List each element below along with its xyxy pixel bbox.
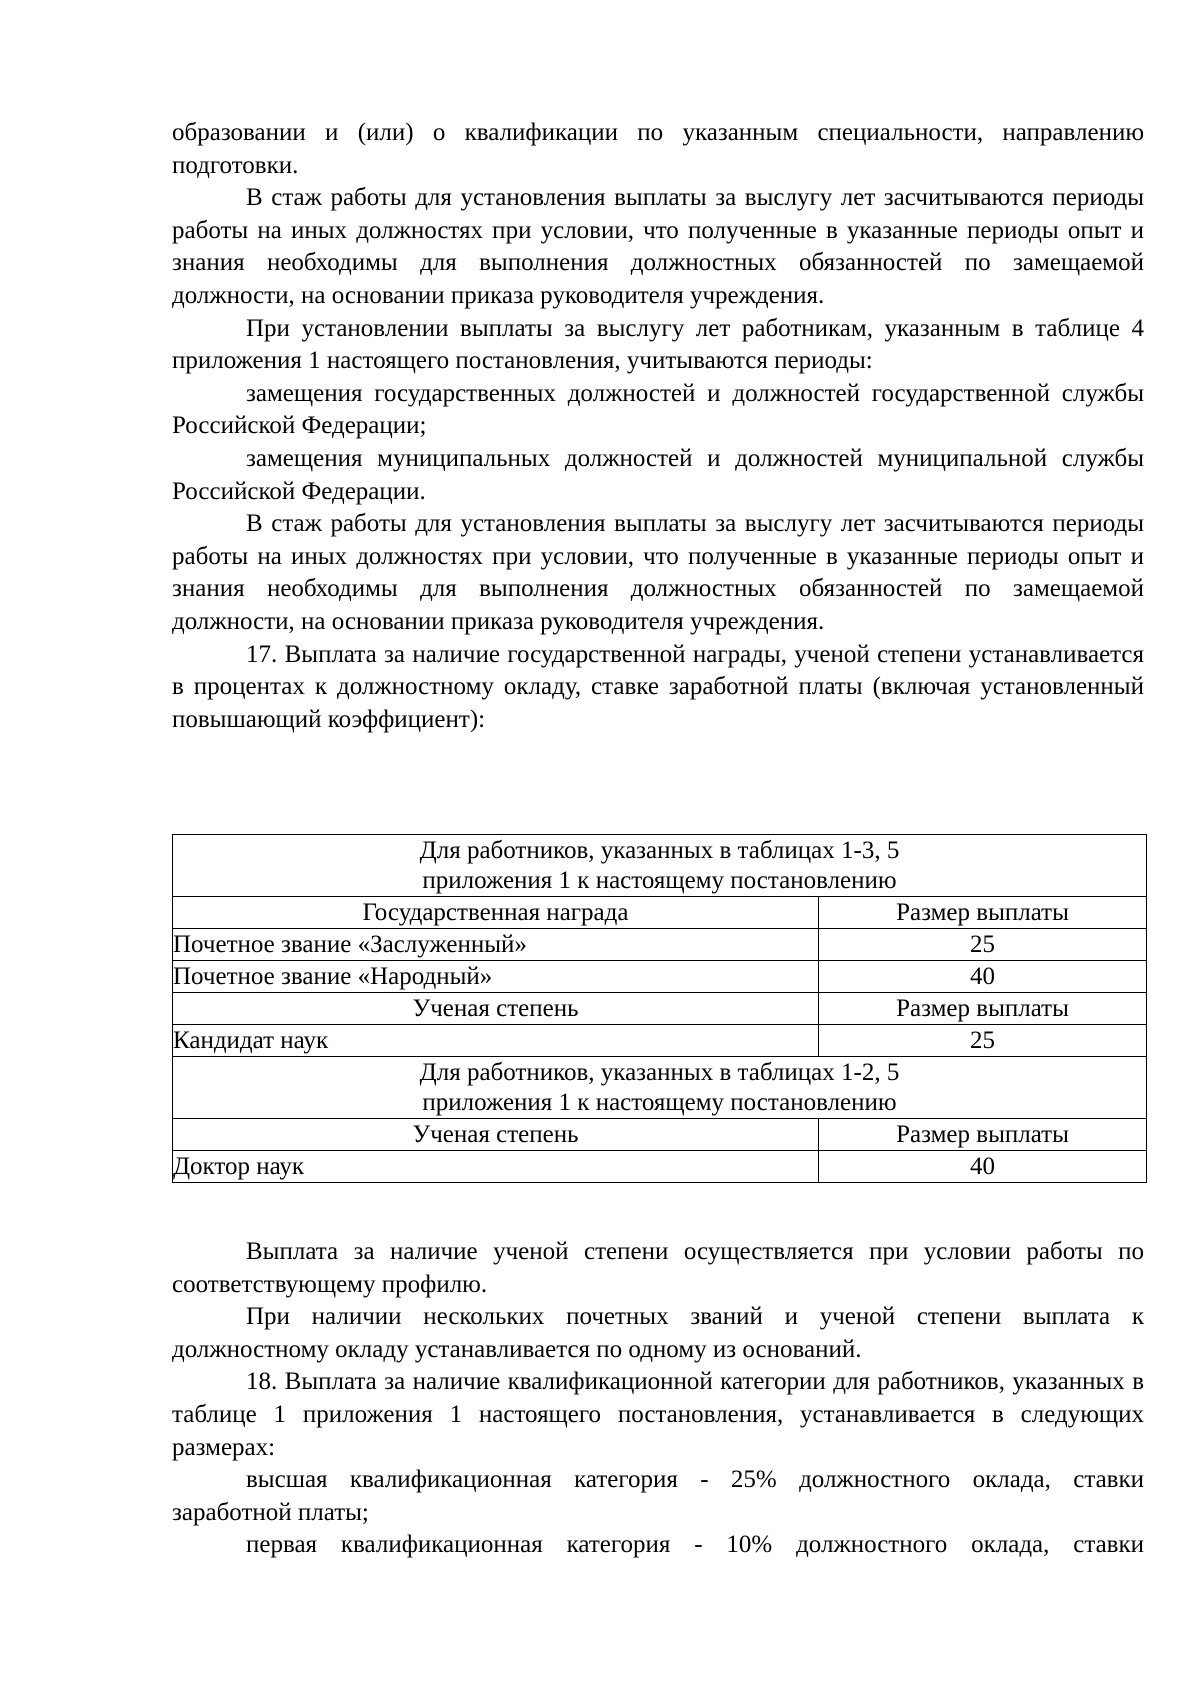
table-row <box>173 1025 1147 1057</box>
table-row <box>173 961 1147 993</box>
payment-value: 40 <box>819 961 1147 993</box>
award-name: Почетное звание «Заслуженный» <box>173 929 819 961</box>
payments-table <box>172 834 1147 1183</box>
payment-value: 40 <box>819 1151 1147 1183</box>
paragraph: высшая квалификационная категория - 25% должностного оклада, ставки заработной платы; <box>172 1466 1144 1526</box>
paragraph: Выплата за наличие ученой степени осуществляется при условии работы по соответствующему профилю. <box>172 1238 1144 1298</box>
award-name: Почетное звание «Народный» <box>173 961 819 993</box>
table-section-title <box>173 835 1147 897</box>
table-header-row <box>173 993 1147 1025</box>
table-header-row <box>173 1119 1147 1151</box>
paragraph: При наличии нескольких почетных званий и ученой степени выплата к должностному окладу устанавливается по одному из оснований. <box>172 1303 1144 1363</box>
column-header: Размер выплаты <box>819 993 1147 1025</box>
table-header-row <box>173 897 1147 929</box>
table-row <box>173 1151 1147 1183</box>
paragraph: 17. Выплата за наличие государственной награды, ученой степени устанавливается в процентах к должностному окладу, ставке заработной платы (включая установленный повышающий коэффициент): <box>172 640 1144 733</box>
paragraph: первая квалификационная категория - 10% должностного оклада, ставки <box>246 1531 1144 1559</box>
table-section-title <box>173 1057 1147 1119</box>
column-header: Государственная награда <box>173 897 819 929</box>
section-title-line: приложения 1 к настоящему постановлению <box>422 867 897 894</box>
paragraph: замещения муниципальных должностей и должностей муниципальной службы Российской Федерации. <box>172 444 1144 505</box>
paragraph: 18. Выплата за наличие квалификационной категории для работников, указанных в таблице 1 приложения 1 настоящего постановления, устанавливается в следующих размерах: <box>172 1368 1144 1461</box>
column-header: Размер выплаты <box>819 897 1147 929</box>
payment-value: 25 <box>819 929 1147 961</box>
text-block-top <box>172 117 1144 736</box>
paragraph: образовании и (или) о квалификации по указанным специальности, направлению подготовки. <box>172 119 1144 179</box>
column-header: Ученая степень <box>173 993 819 1025</box>
paragraph: В стаж работы для установления выплаты за выслугу лет засчитываются периоды работы на иных должностях при условии, что полученные в указанные периоды опыт и знания необходимы для выполнения должностных обязанностей по замещаемой должности, на основании приказа руководителя учреждения. <box>172 510 1144 635</box>
paragraph: При установлении выплаты за выслугу лет работникам, указанным в таблице 4 приложения 1 настоящего постановления, учитываются периоды: <box>172 314 1144 375</box>
section-title-line: Для работников, указанных в таблицах 1-2, 5 <box>419 1059 900 1086</box>
payment-value: 25 <box>819 1025 1147 1057</box>
paragraph: замещения государственных должностей и должностей государственной службы Российской Федерации; <box>172 379 1144 440</box>
column-header: Ученая степень <box>173 1119 819 1151</box>
section-title-line: приложения 1 к настоящему постановлению <box>422 1089 897 1116</box>
table-row <box>173 929 1147 961</box>
column-header: Размер выплаты <box>819 1119 1147 1151</box>
paragraph: В стаж работы для установления выплаты за выслугу лет засчитываются периоды работы на иных должностях при условии, что полученные в указанные периоды опыт и знания необходимы для выполнения должностных обязанностей по замещаемой должности, на основании приказа руководителя учреждения. <box>172 184 1144 309</box>
section-title-line: Для работников, указанных в таблицах 1-3, 5 <box>419 837 900 864</box>
degree-name: Кандидат наук <box>173 1025 819 1057</box>
degree-name: Доктор наук <box>173 1151 819 1183</box>
text-block-after <box>172 1236 1144 1562</box>
